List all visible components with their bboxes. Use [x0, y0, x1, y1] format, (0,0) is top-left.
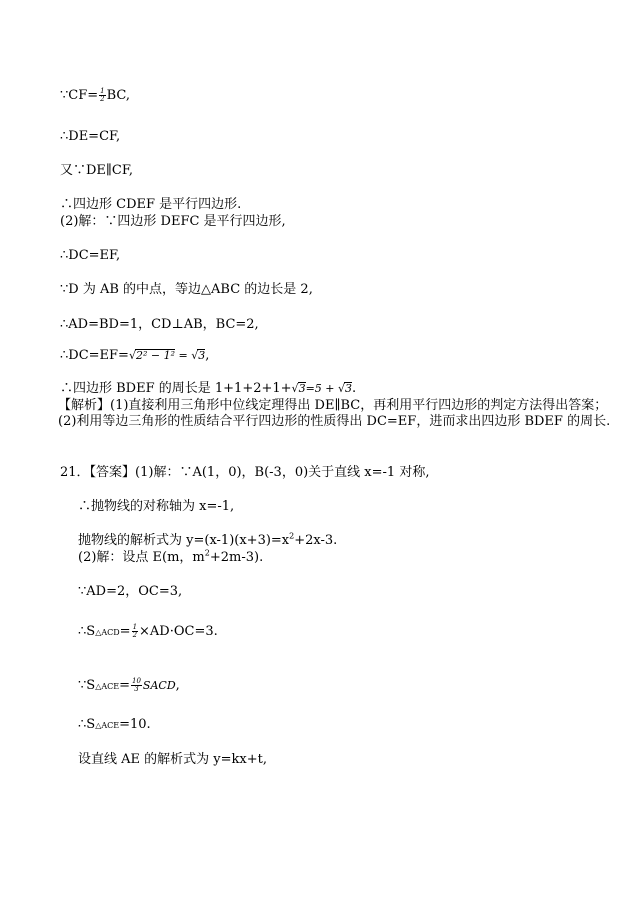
text-segment: ×AD·OC=3. [139, 624, 218, 639]
line-de-parallel-cf: 又∵DE∥CF, [60, 163, 133, 178]
line-ad-oc: ∵AD=2，OC=3, [78, 584, 183, 599]
text-segment: ∴S [78, 624, 96, 639]
line-part2-solution: (2)解：∵四边形 DEFC 是平行四边形, [60, 214, 286, 229]
line-analysis-1: 【解析】(1)直接利用三角形中位线定理得出 DE∥BC，再利用平行四边形的判定方法得出答案； [58, 398, 608, 413]
line-parabola-equation [78, 533, 337, 549]
subscript: ACD [150, 679, 176, 692]
text-segment: +2m-3). [209, 550, 264, 565]
text-segment: 抛物线的解析式为 y=(x-1)(x+3)=x [78, 533, 290, 548]
line-dc-eq-ef: ∴DC=EF, [60, 248, 121, 263]
line-q21-answer: 21．【答案】(1)解：∵A(1，0)，B(-3，0)关于直线 x=-1 对称, [60, 465, 430, 480]
radicand: 3 [298, 382, 306, 395]
line-area-ace-ratio [78, 678, 180, 695]
fraction-one-half: $\frac{1}{2}$ [100, 87, 105, 103]
subscript: △ACE [95, 682, 120, 691]
line-perimeter: ∴四边形 BDEF 的周长是 1+1+2+1+√3=5 + √3. [60, 381, 357, 396]
text-segment: =10. [119, 717, 151, 732]
line-ad-bd: ∴AD=BD=1，CD⊥AB，BC=2, [60, 317, 259, 332]
line-cf-half-bc [60, 88, 130, 104]
text-segment: ∴S [78, 717, 96, 732]
line-cdef-parallelogram: ∴四边形 CDEF 是平行四边形. [60, 197, 242, 212]
radicand: 3 [198, 349, 206, 362]
text-segment: ∴DC=EF= [60, 348, 129, 363]
text-segment: , [175, 678, 180, 693]
text-segment: ∴四边形 BDEF 的周长是 1+1+2+1+ [60, 381, 292, 396]
line-dc-ef-sqrt: ∴DC=EF=√2² − 1² = √3, [60, 348, 210, 363]
line-analysis-2: (2)利用等边三角形的性质结合平行四边形的性质得出 DC=EF，进而求出四边形 BDEF 的周长. [58, 414, 611, 429]
subscript: △ACD [95, 628, 120, 637]
text-segment: +2x-3. [294, 533, 338, 548]
exponent: 2 [289, 531, 295, 541]
text-segment: , [205, 348, 210, 363]
text-segment: . [352, 381, 357, 396]
fraction-one-half: $\frac{1}{2}$ [132, 623, 138, 639]
text-segment: ∵CF= [60, 88, 99, 103]
line-de-eq-cf: ∴DE=CF, [60, 129, 121, 144]
line-ae-equation: 设直线 AE 的解析式为 y=kx+t, [78, 752, 267, 767]
area-symbol: S [142, 679, 151, 692]
line-area-acd [78, 624, 218, 641]
subscript: △ACE [95, 721, 120, 730]
exponent: 2 [204, 548, 210, 558]
radicand: 2² − 1² [135, 349, 175, 362]
equals-sign: = [174, 349, 192, 362]
line-d-midpoint: ∵D 为 AB 的中点，等边△ABC 的边长是 2, [60, 282, 313, 297]
text-segment: ∵S [78, 678, 96, 693]
equals-sign: = [119, 678, 130, 693]
line-axis-of-symmetry: ∴抛物线的对称轴为 x=-1, [78, 499, 235, 514]
text-segment: =5 + [305, 382, 338, 395]
fraction-ten-thirds: $\frac{10}{3}$ [131, 677, 141, 693]
text-segment: (2)解：设点 E(m，m [78, 550, 205, 565]
text-segment: BC, [106, 88, 131, 103]
equals-sign: = [119, 624, 131, 639]
radicand: 3 [345, 382, 353, 395]
line-point-e [78, 550, 263, 566]
line-area-ace-value [78, 717, 151, 734]
